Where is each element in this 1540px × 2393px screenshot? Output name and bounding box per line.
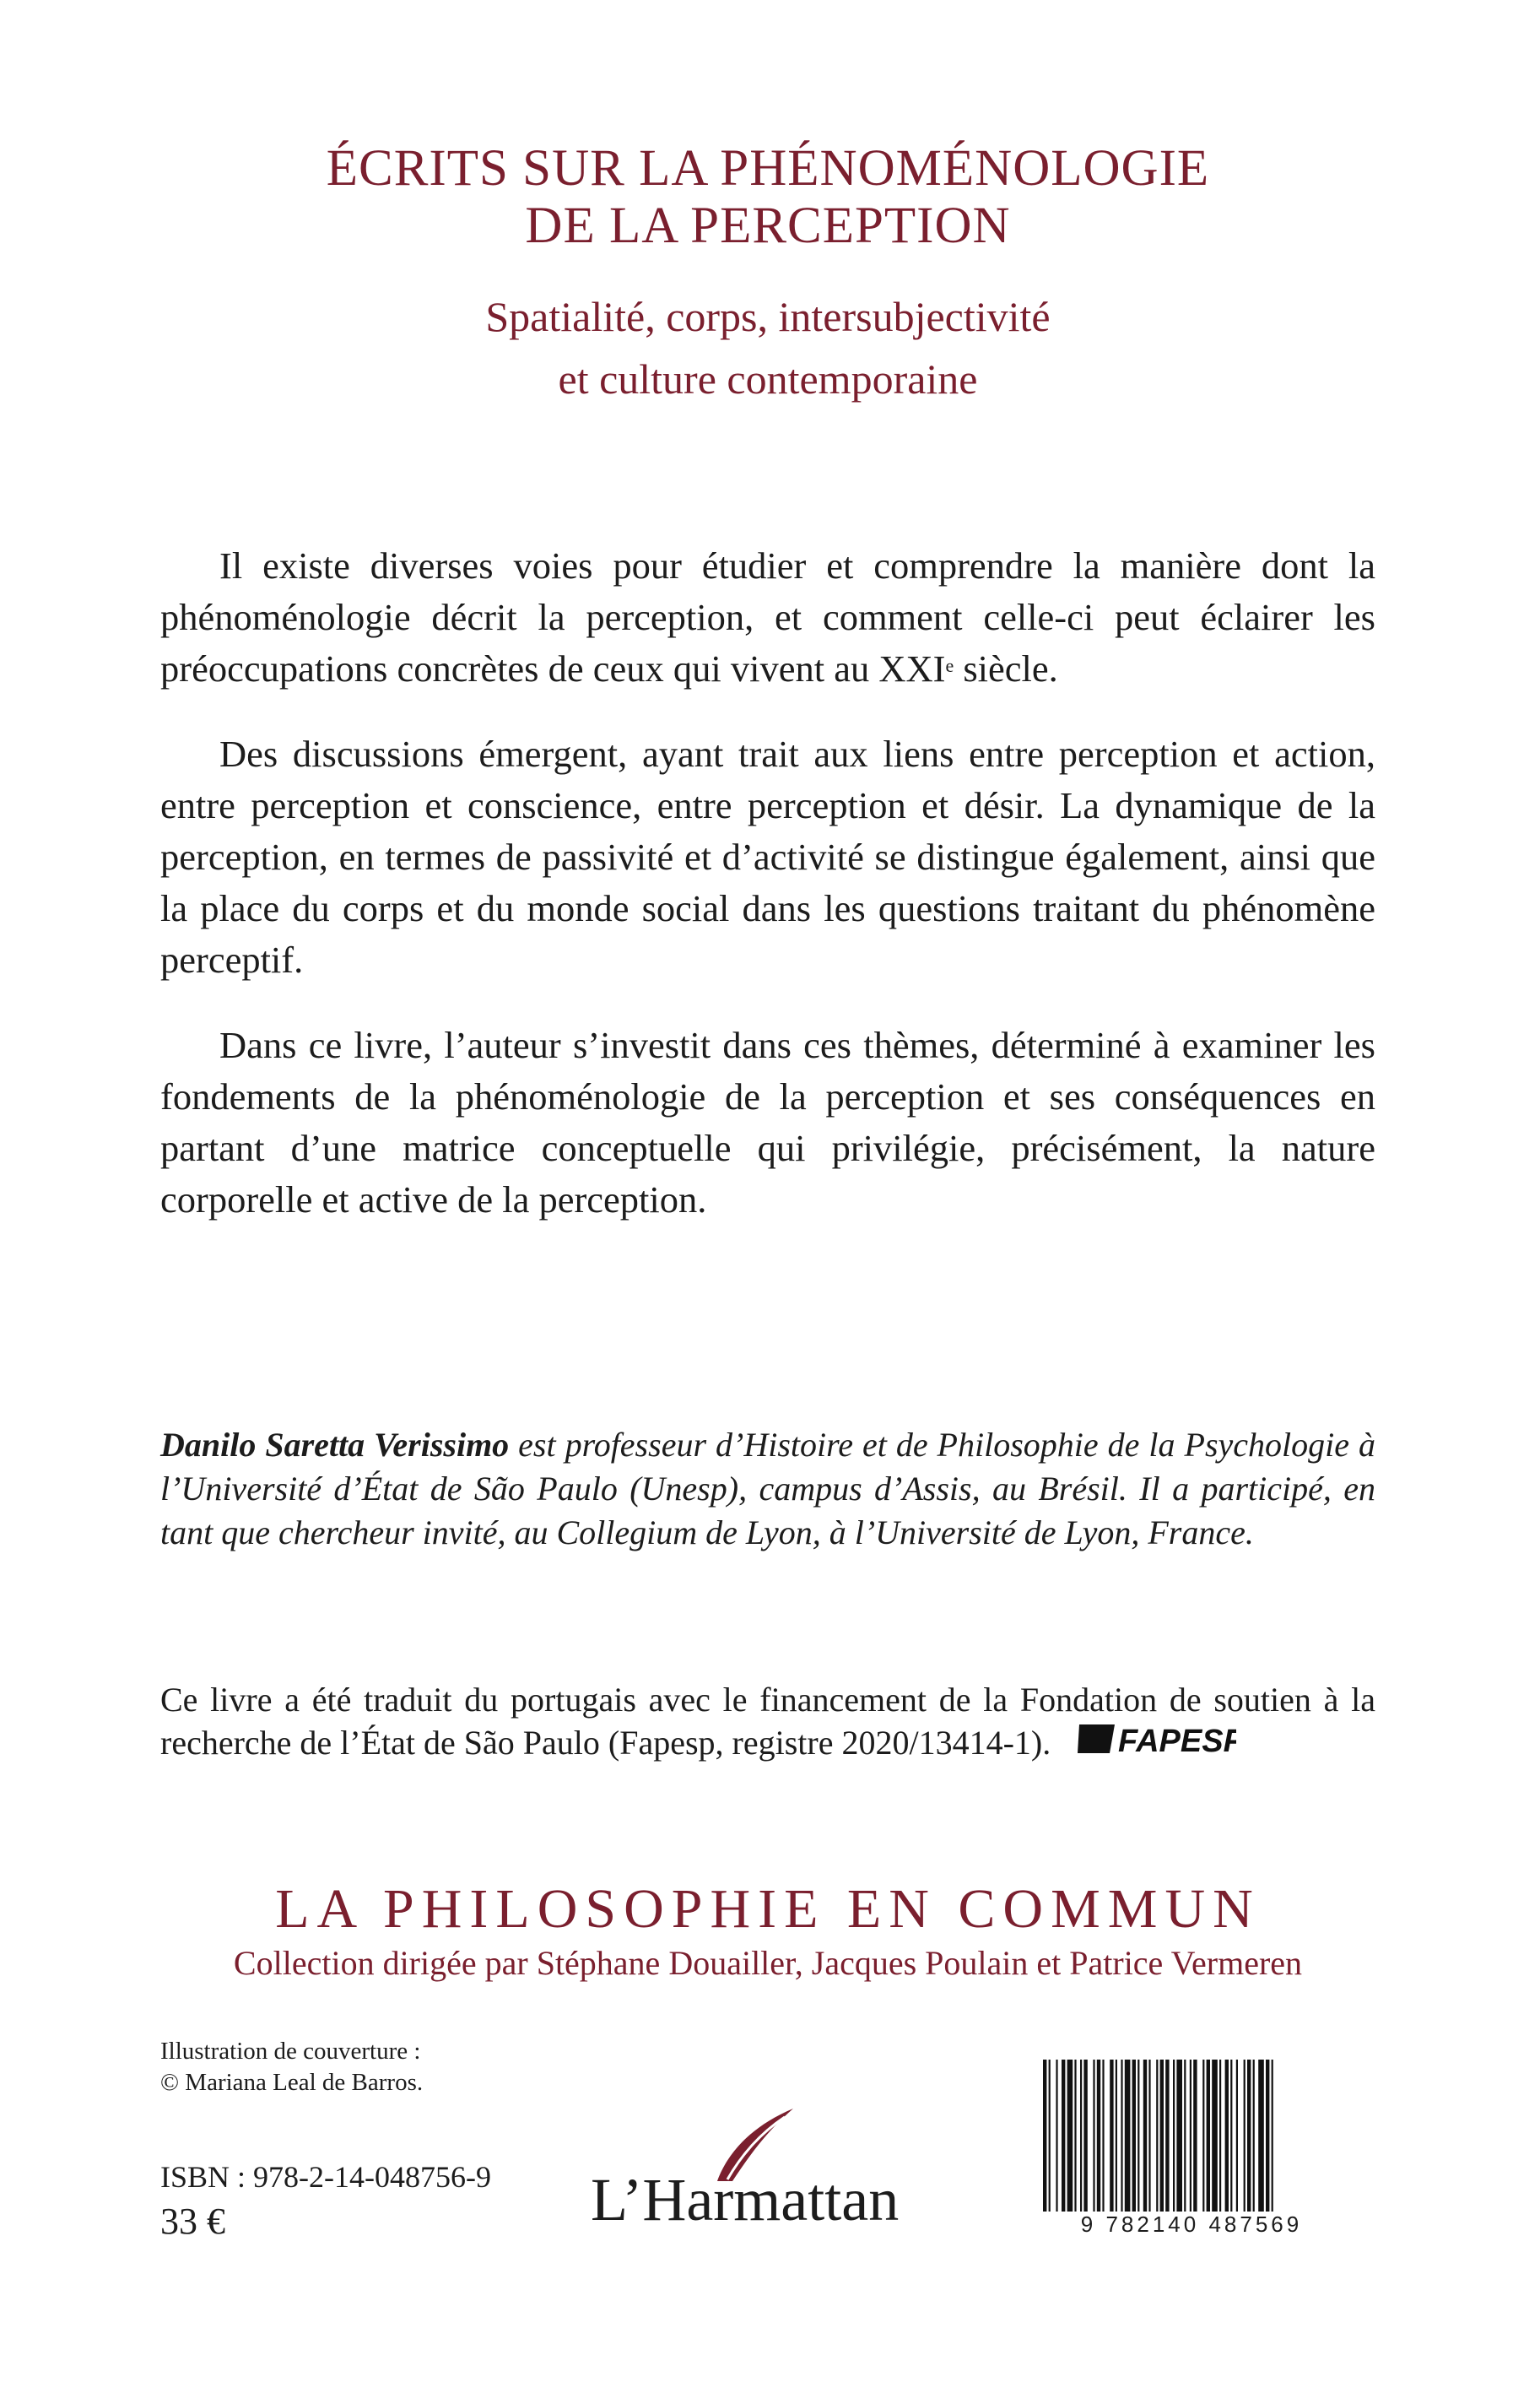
fapesp-logo — [1076, 1719, 1236, 1767]
funding-text: Ce livre a été traduit du portugais avec le financement de la Fondation de soutien à la recherche de l’État de São Paulo (Fapesp, registre 2020/13414-1). — [160, 1681, 1375, 1762]
blurb-paragraph-2: Des discussions émergent, ayant trait aux liens entre perception et action, entre perception et conscience, entre perception et désir. La dynamique de la perception, en termes de passivité et d’activité se distingue également, ainsi que la place du corps et du monde social dans les questions traitant du phénomène perceptif. — [160, 733, 1375, 981]
book-subtitle-line2: et culture contemporaine — [558, 355, 978, 403]
author-name: Danilo Saretta Verissimo — [160, 1426, 510, 1464]
superscript-e: e — [945, 655, 954, 676]
publisher-name: L’Harmattan — [591, 2166, 900, 2233]
publisher-logo — [591, 2107, 945, 2233]
book-title — [160, 140, 1375, 255]
series-title: LA PHILOSOPHIE EN COMMUN — [275, 1878, 1261, 1940]
book-title-line1: ÉCRITS SUR LA PHÉNOMÉNOLOGIE — [326, 140, 1210, 197]
series-block — [160, 1876, 1375, 1984]
author-bio — [160, 1423, 1375, 1555]
series-editors: Collection dirigée par Stéphane Douailler, Jacques Poulain et Patrice Vermeren — [233, 1944, 1303, 1982]
author-bio-text: est professeur d’Histoire et de Philosophie de la Psychologie à l’Université d’État de São Paulo (Unesp), campus d’Assis, au Brésil. Il a participé, en tant que chercheur invité, au Collegium de Lyon, à l’Université de Lyon, France. — [160, 1426, 1375, 1551]
cover-illustration-credit — [160, 2036, 423, 2098]
funding-note — [160, 1678, 1375, 1770]
book-subtitle — [160, 285, 1375, 410]
blurb — [160, 540, 1375, 1259]
price: 33 € — [160, 2201, 225, 2242]
book-subtitle-line1: Spatialité, corps, intersubjectivité — [485, 293, 1051, 340]
blurb-paragraph-1: Il existe diverses voies pour étudier et comprendre la manière dont la phénoménologie décrit la perception, et comment celle-ci peut éclairer les préoccupations concrètes de ceux qui vivent au XXIe siècle. — [160, 544, 1375, 690]
credit-line1: Illustration de couverture : — [160, 2038, 421, 2065]
barcode-digits: 9 782140 487569 — [1040, 2212, 1343, 2238]
blurb-paragraph-3: Dans ce livre, l’auteur s’investit dans ces thèmes, déterminé à examiner les fondements de la phénoménologie de la perception et ses conséquences en partant d’une matrice conceptuelle qui privilégie, précisément, la nature corporelle et active de la perception. — [160, 1024, 1375, 1221]
fapesp-logo-text: FAPESP — [1118, 1723, 1237, 1757]
book-title-line2: DE LA PERCEPTION — [525, 198, 1011, 254]
isbn: ISBN : 978-2-14-048756-9 — [160, 2160, 491, 2194]
credit-line2: © Mariana Leal de Barros. — [160, 2069, 424, 2096]
